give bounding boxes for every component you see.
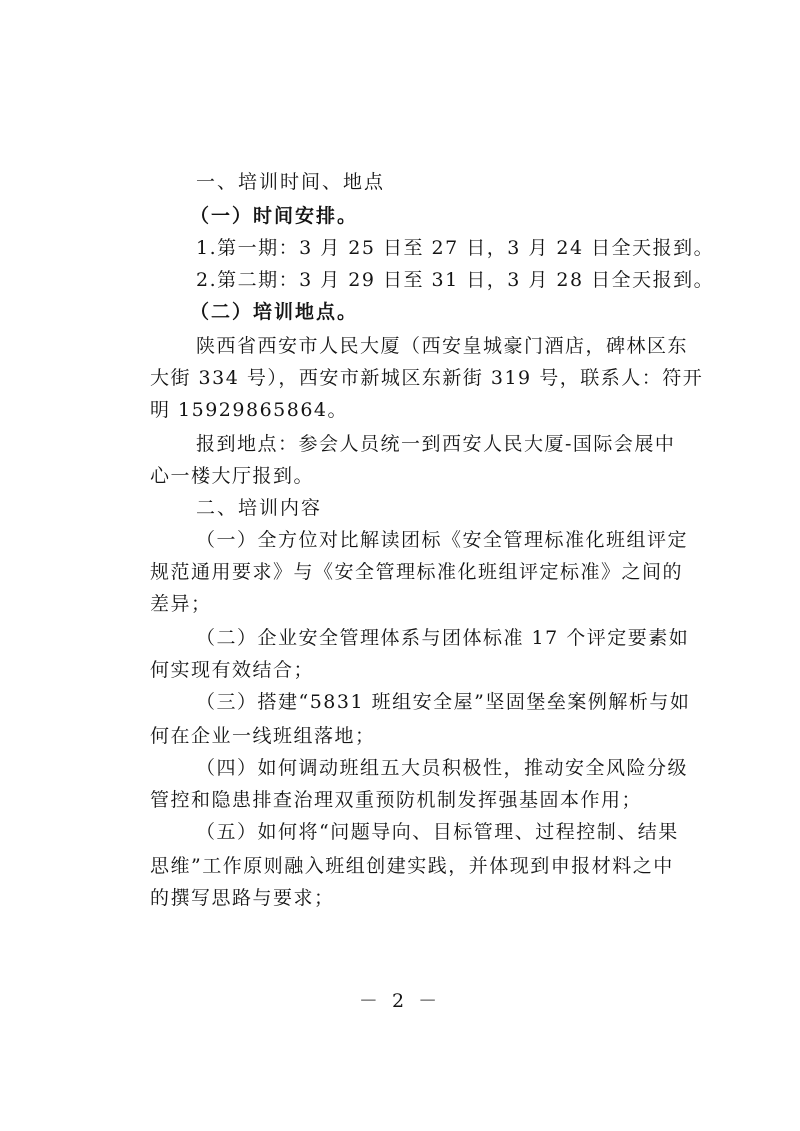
- content-item-2-line-1: （二）企业安全管理体系与团体标准 17 个评定要素如: [196, 627, 690, 649]
- schedule-item-1: 1.第一期：3 月 25 日至 27 日，3 月 24 日全天报到。: [196, 237, 715, 259]
- content-item-1-line-3: 差异；: [150, 593, 212, 615]
- content-item-4-line-2: 管控和隐患排查治理双重预防机制发挥强基固本作用；: [150, 789, 643, 811]
- content-item-3-line-1: （三）搭建“5831 班组安全屋”坚固堡垒案例解析与如: [196, 691, 691, 713]
- section-heading-training-time-place: 一、培训时间、地点: [196, 171, 386, 193]
- content-item-4-line-1: （四）如何调动班组五大员积极性，推动安全风险分级: [196, 757, 689, 779]
- content-item-5-line-3: 的撰写思路与要求；: [150, 887, 335, 909]
- venue-line-3: 明 15929865864。: [150, 399, 349, 421]
- venue-line-2: 大街 334 号），西安市新城区东新街 319 号，联系人：符开: [150, 367, 704, 389]
- section-heading-training-content: 二、培训内容: [196, 497, 323, 519]
- report-line-2: 心一楼大厅报到。: [150, 465, 315, 487]
- content-item-5-line-2: 思维”工作原则融入班组创建实践，并体现到申报材料之中: [150, 855, 674, 877]
- schedule-item-2: 2.第二期：3 月 29 日至 31 日，3 月 28 日全天报到。: [196, 269, 715, 291]
- venue-line-1: 陕西省西安市人民大厦（西安皇城豪门酒店，碑林区东: [196, 335, 689, 357]
- subheading-schedule: （一）时间安排。: [190, 205, 359, 227]
- subheading-venue: （二）培训地点。: [190, 301, 359, 323]
- content-item-3-line-2: 何在企业一线班组落地；: [150, 725, 376, 747]
- content-item-5-line-1: （五）如何将“问题导向、目标管理、过程控制、结果: [196, 821, 679, 843]
- content-item-2-line-2: 何实现有效结合；: [150, 659, 315, 681]
- content-item-1-line-2: 规范通用要求》与《安全管理标准化班组评定标准》之间的: [150, 561, 684, 583]
- page-number: － 2 －: [358, 990, 442, 1012]
- content-item-1-line-1: （一）全方位对比解读团标《安全管理标准化班组评定: [196, 529, 689, 551]
- report-line-1: 报到地点：参会人员统一到西安人民大厦-国际会展中: [196, 433, 676, 455]
